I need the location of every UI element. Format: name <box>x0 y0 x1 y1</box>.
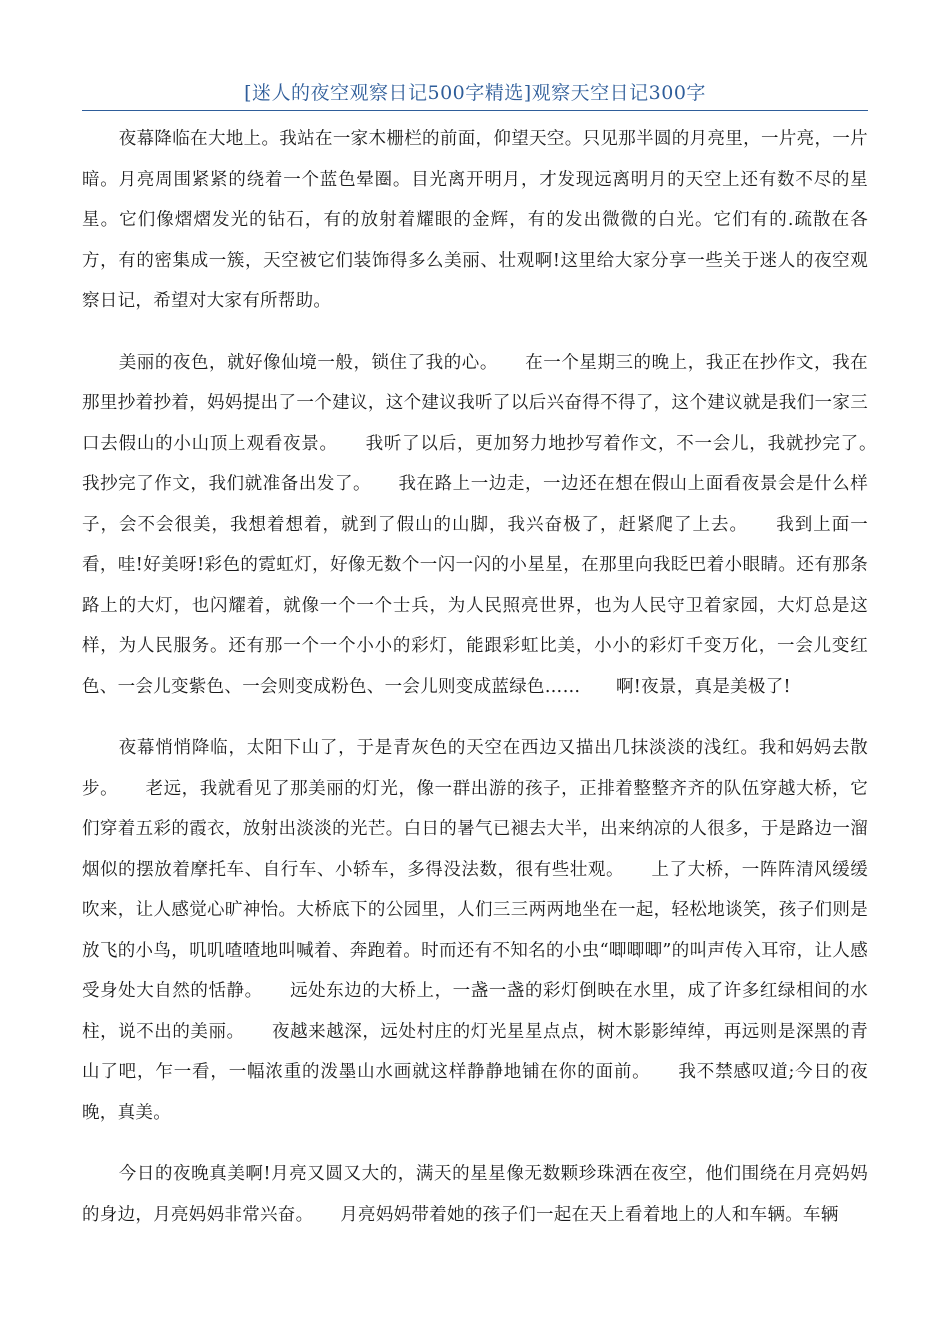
paragraph: 今日的夜晚真美啊!月亮又圆又大的，满天的星星像无数颗珍珠洒在夜空，他们围绕在月亮妈妈的身边，月亮妈妈非常兴奋。 月亮妈妈带着她的孩子们一起在天上看着地上的人和车辆。车辆 <box>82 1164 868 1225</box>
article-body <box>82 119 904 1235</box>
page-header <box>82 78 868 111</box>
page-title: [迷人的夜空观察日记500字精选]观察天空日记300字 <box>244 82 706 104</box>
paragraph: 美丽的夜色，就好像仙境一般，锁住了我的心。 在一个星期三的晚上，我正在抄作文，我在那里抄着抄着，妈妈提出了一个建议，这个建议我听了以后兴奋得不得了，这个建议就是我们一家三口去假山的小山顶上观看夜景。 我听了以后，更加努力地抄写着作文，不一会儿，我就抄完了。 我抄完了作文，我们就准备出发了。 我在路上一边走，一边还在想在假山上面看夜景会是什么样子，会不会很美，我想着想着，就到了假山的山脚，我兴奋极了，赶紧爬了上去。 我到上面一看，哇!好美呀!彩色的霓虹灯，好像无数个一闪一闪的小星星，在那里向我眨巴着小眼睛。还有那条路上的大灯，也闪耀着，就像一个一个士兵，为人民照亮世界，也为人民守卫着家园，大灯总是这样，为人民服务。还有那一个一个小小的彩灯，能跟彩虹比美，小小的彩灯千变万化，一会儿变红色、一会儿变紫色、一会则变成粉色、一会儿则变成蓝绿色…… 啊!夜景，真是美极了! <box>82 352 904 697</box>
paragraph: 夜幕降临在大地上。我站在一家木栅栏的前面，仰望天空。只见那半圆的月亮里，一片亮，一片暗。月亮周围紧紧的绕着一个蓝色晕圈。目光离开明月，才发现远离明月的天空上还有数不尽的星星。它们像熠熠发光的钻石，有的放射着耀眼的金辉，有的发出微微的白光。它们有的.疏散在各方，有的密集成一簇，天空被它们装饰得多么美丽、壮观啊!这里给大家分享一些关于迷人的夜空观察日记，希望对大家有所帮助。 <box>82 129 868 311</box>
paragraph: 夜幕悄悄降临，太阳下山了，于是青灰色的天空在西边又描出几抹淡淡的浅红。我和妈妈去散步。 老远，我就看见了那美丽的灯光，像一群出游的孩子，正排着整整齐齐的队伍穿越大桥，它们穿着五彩的霞衣，放射出淡淡的光芒。白日的暑气已褪去大半，出来纳凉的人很多，于是路边一溜烟似的摆放着摩托车、自行车、小轿车，多得没法数，很有些壮观。 上了大桥，一阵阵清风缓缓吹来，让人感觉心旷神怡。大桥底下的公园里，人们三三两两地坐在一起，轻松地谈笑，孩子们则是放飞的小鸟，叽叽喳喳地叫喊着、奔跑着。时而还有不知名的小虫“唧唧唧”的叫声传入耳帘，让人感受身处大自然的恬静。 远处东边的大桥上，一盏一盏的彩灯倒映在水里，成了许多红绿相间的水柱，说不出的美丽。 夜越来越深，远处村庄的灯光星星点点，树木影影绰绰，再远则是深黑的青山了吧，乍一看，一幅浓重的泼墨山水画就这样静静地铺在你的面前。 我不禁感叹道;今日的夜晚，真美。 <box>82 738 868 1123</box>
